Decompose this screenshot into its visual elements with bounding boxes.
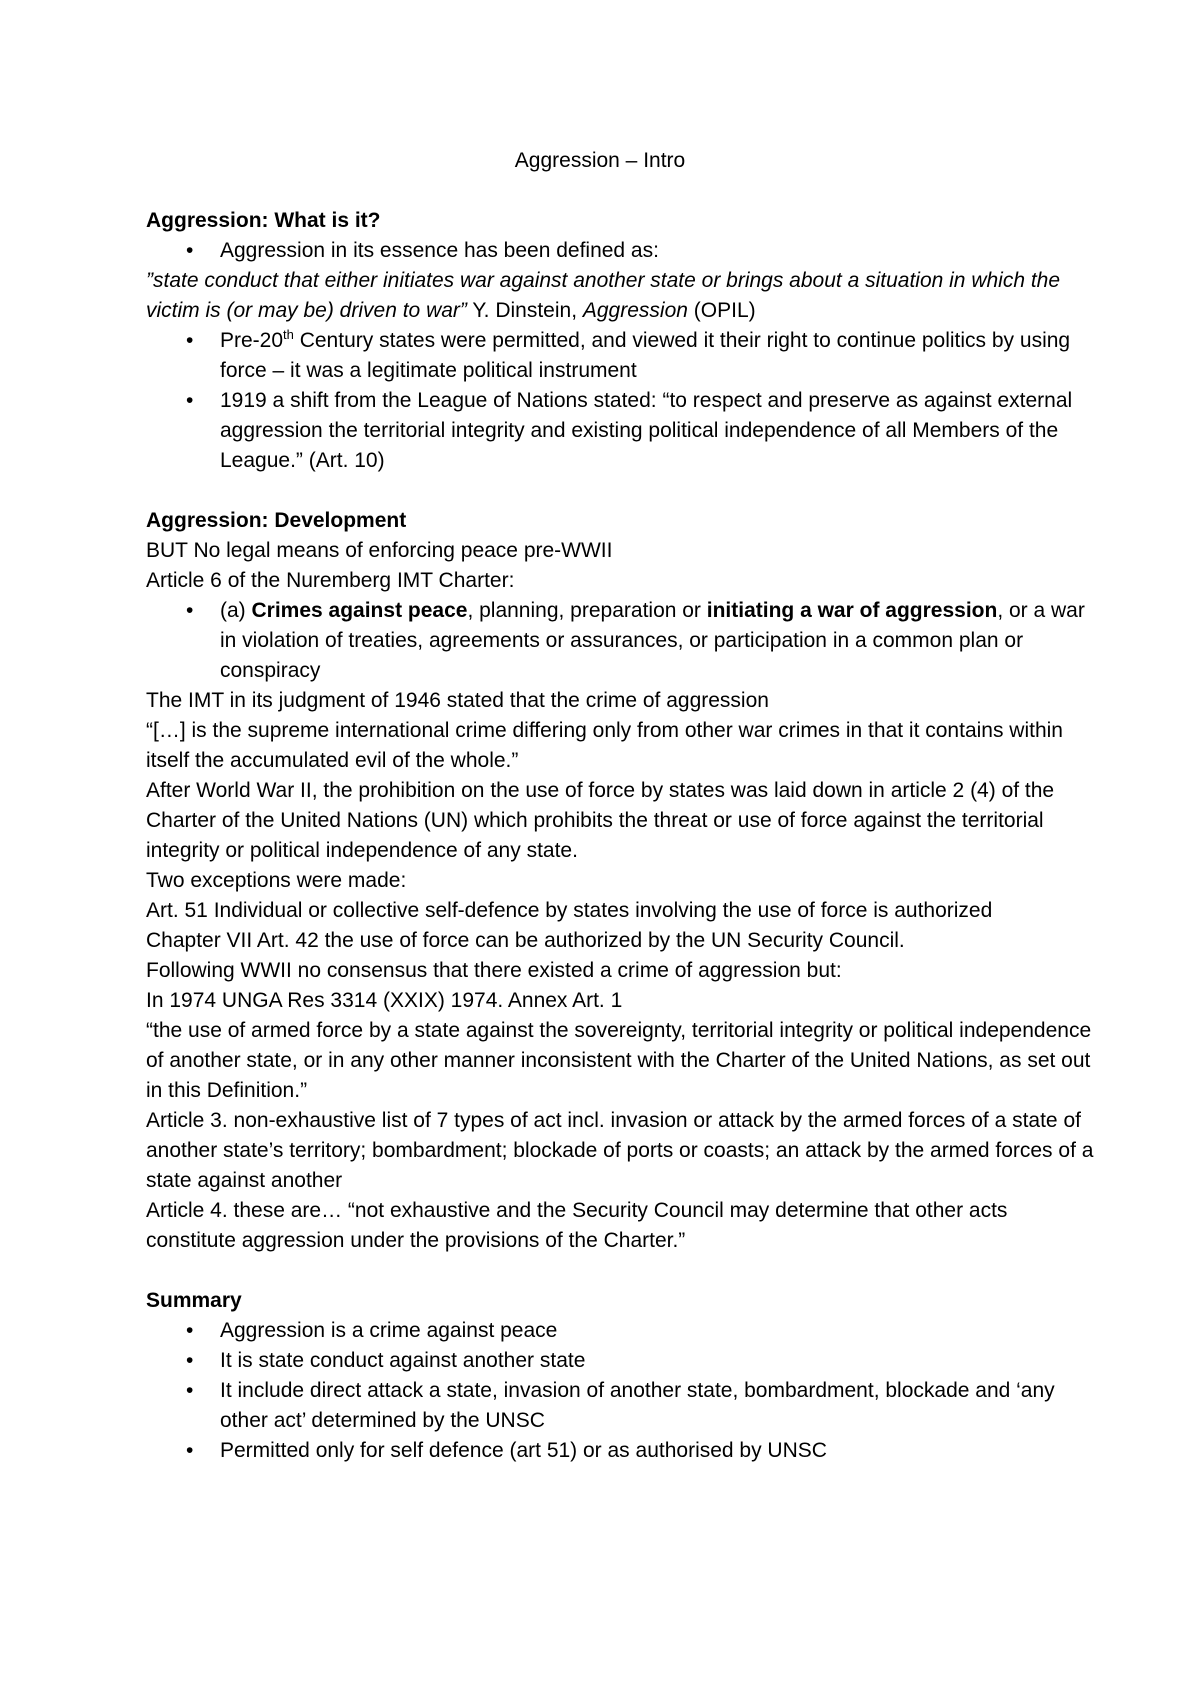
list-item: • Permitted only for self defence (art 51) or as authorised by UNSC	[146, 1436, 1100, 1466]
list-item: • It is state conduct against another state	[146, 1346, 1100, 1376]
bullet-item	[146, 596, 1100, 686]
paragraph: “the use of armed force by a state against the sovereignty, territorial integrity or political independence of another state, or in any other manner inconsistent with the Charter of the United Nations, as set out in this Definition.”	[146, 1019, 1092, 1102]
citation-title: Aggression	[582, 299, 688, 322]
section-development	[146, 506, 1100, 1256]
bullet-list	[146, 236, 1100, 266]
bold-text: initiating a war of aggression	[706, 599, 998, 622]
citation-author: Y. Dinstein,	[466, 299, 583, 322]
definition-quote	[146, 266, 1100, 326]
summary-list	[146, 1316, 1100, 1466]
paragraph: Chapter VII Art. 42 the use of force can be authorized by the UN Security Council.	[146, 929, 905, 952]
bullet-text: , planning, preparation or	[467, 599, 707, 622]
bullet-text: (a)	[220, 599, 252, 622]
section-heading: Summary	[146, 1289, 242, 1312]
paragraph: Two exceptions were made:	[146, 869, 407, 892]
section-heading: Aggression: What is it?	[146, 209, 381, 232]
bullet-list	[146, 326, 1100, 476]
section-summary	[146, 1286, 1100, 1466]
section-heading: Aggression: Development	[146, 509, 407, 532]
bullet-item: • Aggression in its essence has been defined as:	[146, 236, 1100, 266]
bullet-text: Pre-20	[220, 329, 284, 352]
bullet-text: , or a war in violation of treaties, agreements or assurances, or participation in a common plan or conspiracy	[220, 599, 1085, 682]
document-title: Aggression – Intro	[514, 149, 686, 172]
paragraph: Article 4. these are… “not exhaustive and the Security Council may determine that other acts constitute aggression under the provisions of the Charter.”	[146, 1199, 1008, 1252]
spacer	[146, 476, 1100, 506]
superscript: th	[283, 327, 294, 342]
list-item: • It include direct attack a state, invasion of another state, bombardment, blockade and ‘any other act’ determined by the UNSC	[146, 1376, 1100, 1436]
paragraph: “[…] is the supreme international crime differing only from other war crimes in that it contains within itself the accumulated evil of the whole.”	[146, 719, 1063, 772]
paragraph: In 1974 UNGA Res 3314 (XXIX) 1974. Annex Art. 1	[146, 989, 623, 1012]
list-item: • Aggression is a crime against peace	[146, 1316, 1100, 1346]
bold-text: Crimes against peace	[251, 599, 468, 622]
paragraph: Art. 51 Individual or collective self-defence by states involving the use of force is authorized	[146, 899, 993, 922]
bullet-list	[146, 596, 1100, 686]
paragraph: After World War II, the prohibition on the use of force by states was laid down in article 2 (4) of the Charter of the United Nations (UN) which prohibits the threat or use of force against the territorial integrity or political independence of any state.	[146, 779, 1055, 862]
paragraph: Following WWII no consensus that there existed a crime of aggression but:	[146, 959, 842, 982]
paragraph: The IMT in its judgment of 1946 stated that the crime of aggression	[146, 689, 769, 712]
citation-source: (OPIL)	[687, 299, 756, 322]
paragraph: Article 3. non-exhaustive list of 7 types of act incl. invasion or attack by the armed forces of a state of another state’s territory; bombardment; blockade of ports or coasts; an attack by the armed forces of a state against another	[146, 1109, 1094, 1192]
bullet-text: Century states were permitted, and viewed it their right to continue politics by using force – it was a legitimate political instrument	[220, 329, 1071, 382]
paragraph: Article 6 of the Nuremberg IMT Charter:	[146, 569, 515, 592]
spacer	[146, 1256, 1100, 1286]
section-what-is-it	[146, 206, 1100, 476]
paragraph: BUT No legal means of enforcing peace pre-WWII	[146, 539, 613, 562]
bullet-item: • 1919 a shift from the League of Nations stated: “to respect and preserve as against external aggression the territorial integrity and existing political independence of all Members of the League.” (Art. 10)	[146, 386, 1100, 476]
bullet-item	[146, 326, 1100, 386]
quote-text: ”state conduct that either initiates war against another state or brings about a situation in which the victim is (or may be) driven to war”	[146, 269, 1061, 322]
